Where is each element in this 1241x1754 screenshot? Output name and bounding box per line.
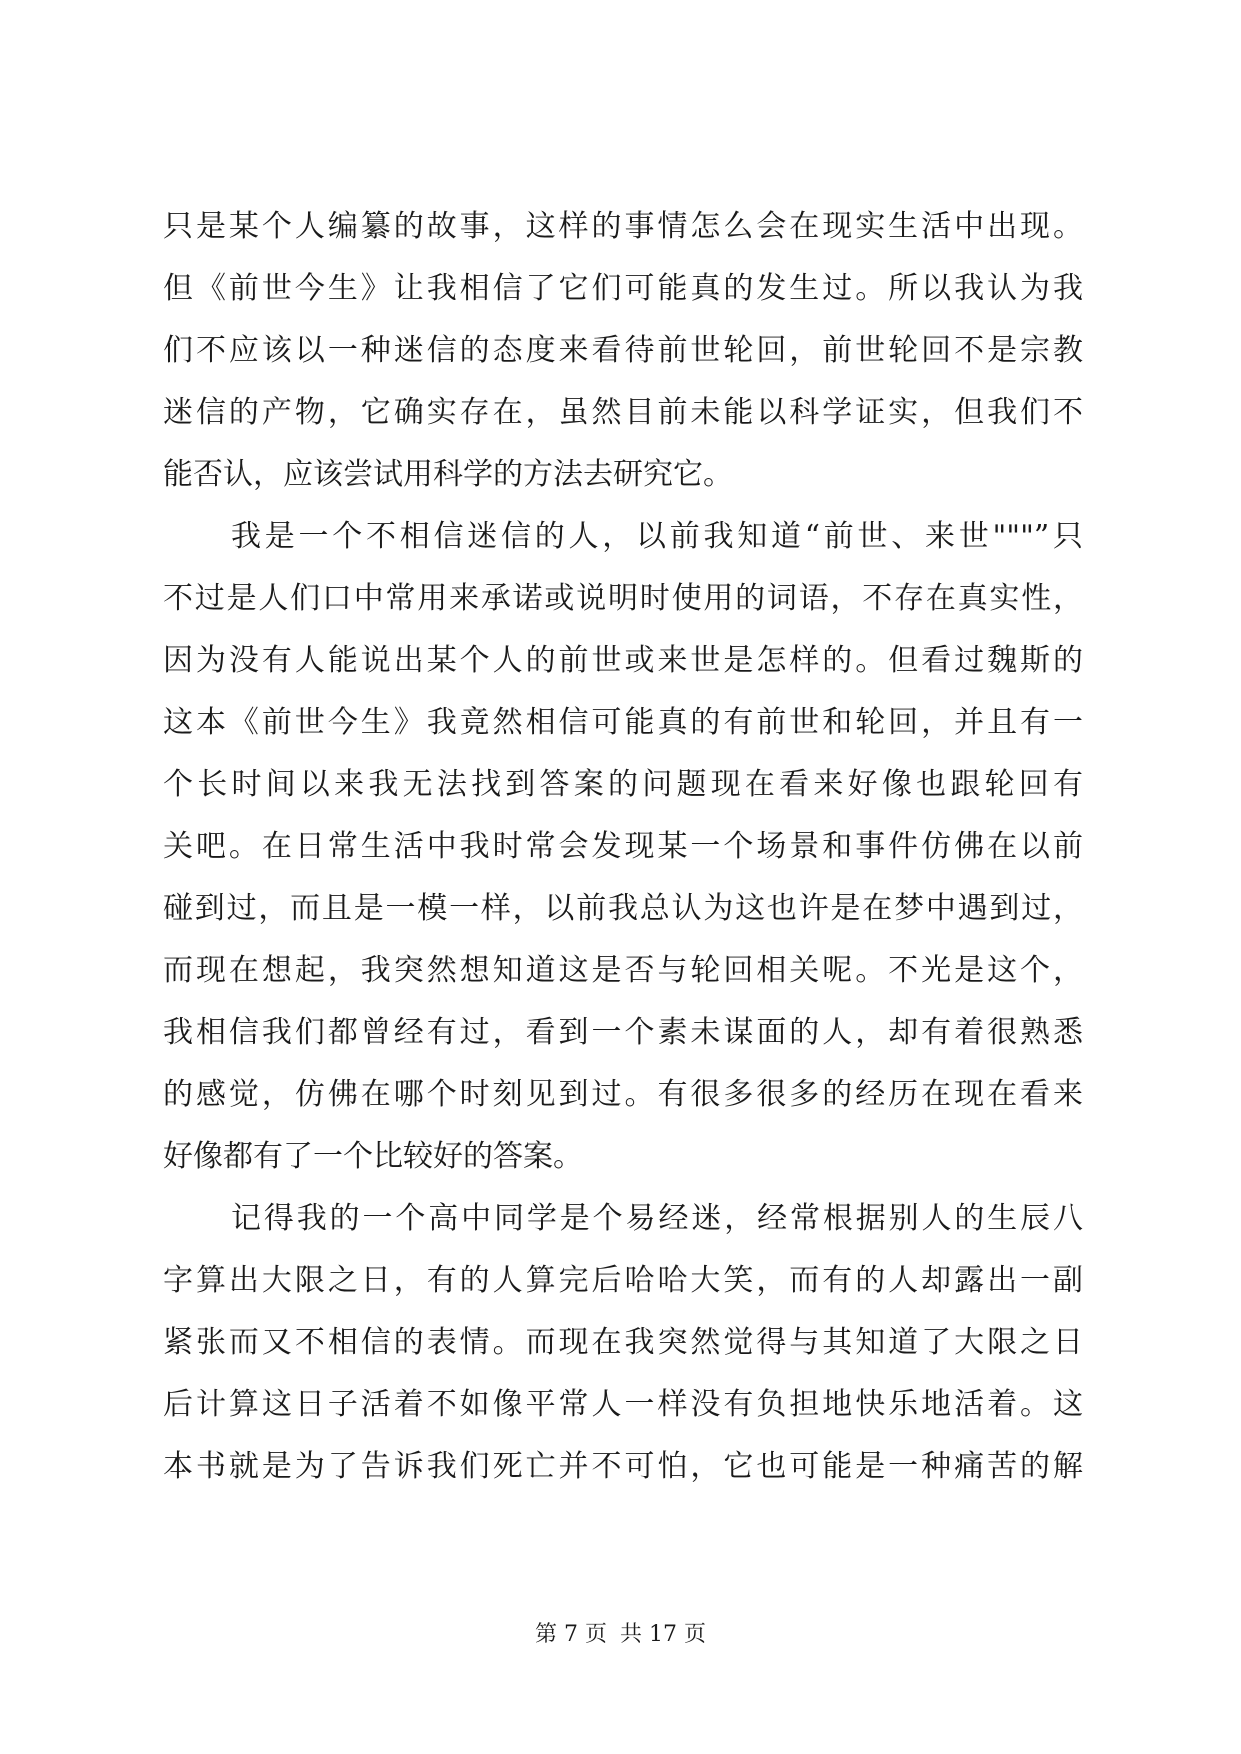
text-line: 关吧。在日常生活中我时常会发现某一个场景和事件仿佛在以前 [163, 829, 1083, 864]
page-number: 第 7 页 [535, 1622, 607, 1647]
text-line: 们不应该以一种迷信的态度来看待前世轮回，前世轮回不是宗教 [163, 333, 1083, 368]
text-line: 字算出大限之日，有的人算完后哈哈大笑，而有的人却露出一副 [163, 1263, 1083, 1298]
page-total: 共 17 页 [620, 1622, 706, 1647]
page-footer [0, 1620, 1241, 1650]
text-line: 迷信的产物，它确实存在，虽然目前未能以科学证实，但我们不 [163, 395, 1083, 430]
text-line: 记得我的一个高中同学是个易经迷，经常根据别人的生辰八 [231, 1201, 1083, 1236]
text-line: 个长时间以来我无法找到答案的问题现在看来好像也跟轮回有 [163, 767, 1083, 802]
text-line: 因为没有人能说出某个人的前世或来世是怎样的。但看过魏斯的 [163, 643, 1083, 678]
text-line: 的感觉，仿佛在哪个时刻见到过。有很多很多的经历在现在看来 [163, 1077, 1083, 1112]
text-line: 这本《前世今生》我竟然相信可能真的有前世和轮回，并且有一 [163, 705, 1083, 740]
text-line: 能否认，应该尝试用科学的方法去研究它。 [163, 457, 733, 492]
text-line: 紧张而又不相信的表情。而现在我突然觉得与其知道了大限之日 [163, 1325, 1083, 1360]
text-line: 我是一个不相信迷信的人，以前我知道“前世、来世"""”只 [231, 519, 1083, 554]
text-line: 而现在想起，我突然想知道这是否与轮回相关呢。不光是这个， [163, 953, 1083, 988]
document-body [163, 196, 1083, 1498]
text-line: 不过是人们口中常用来承诺或说明时使用的词语，不存在真实性， [163, 581, 1083, 616]
text-line: 只是某个人编纂的故事，这样的事情怎么会在现实生活中出现。 [163, 209, 1083, 244]
text-line: 但《前世今生》让我相信了它们可能真的发生过。所以我认为我 [163, 271, 1083, 306]
text-line: 碰到过，而且是一模一样，以前我总认为这也许是在梦中遇到过， [163, 891, 1083, 926]
text-line: 后计算这日子活着不如像平常人一样没有负担地快乐地活着。这 [163, 1387, 1083, 1422]
text-line: 我相信我们都曾经有过，看到一个素未谋面的人，却有着很熟悉 [163, 1015, 1083, 1050]
text-line: 本书就是为了告诉我们死亡并不可怕，它也可能是一种痛苦的解 [163, 1449, 1083, 1484]
text-line: 好像都有了一个比较好的答案。 [163, 1139, 583, 1174]
